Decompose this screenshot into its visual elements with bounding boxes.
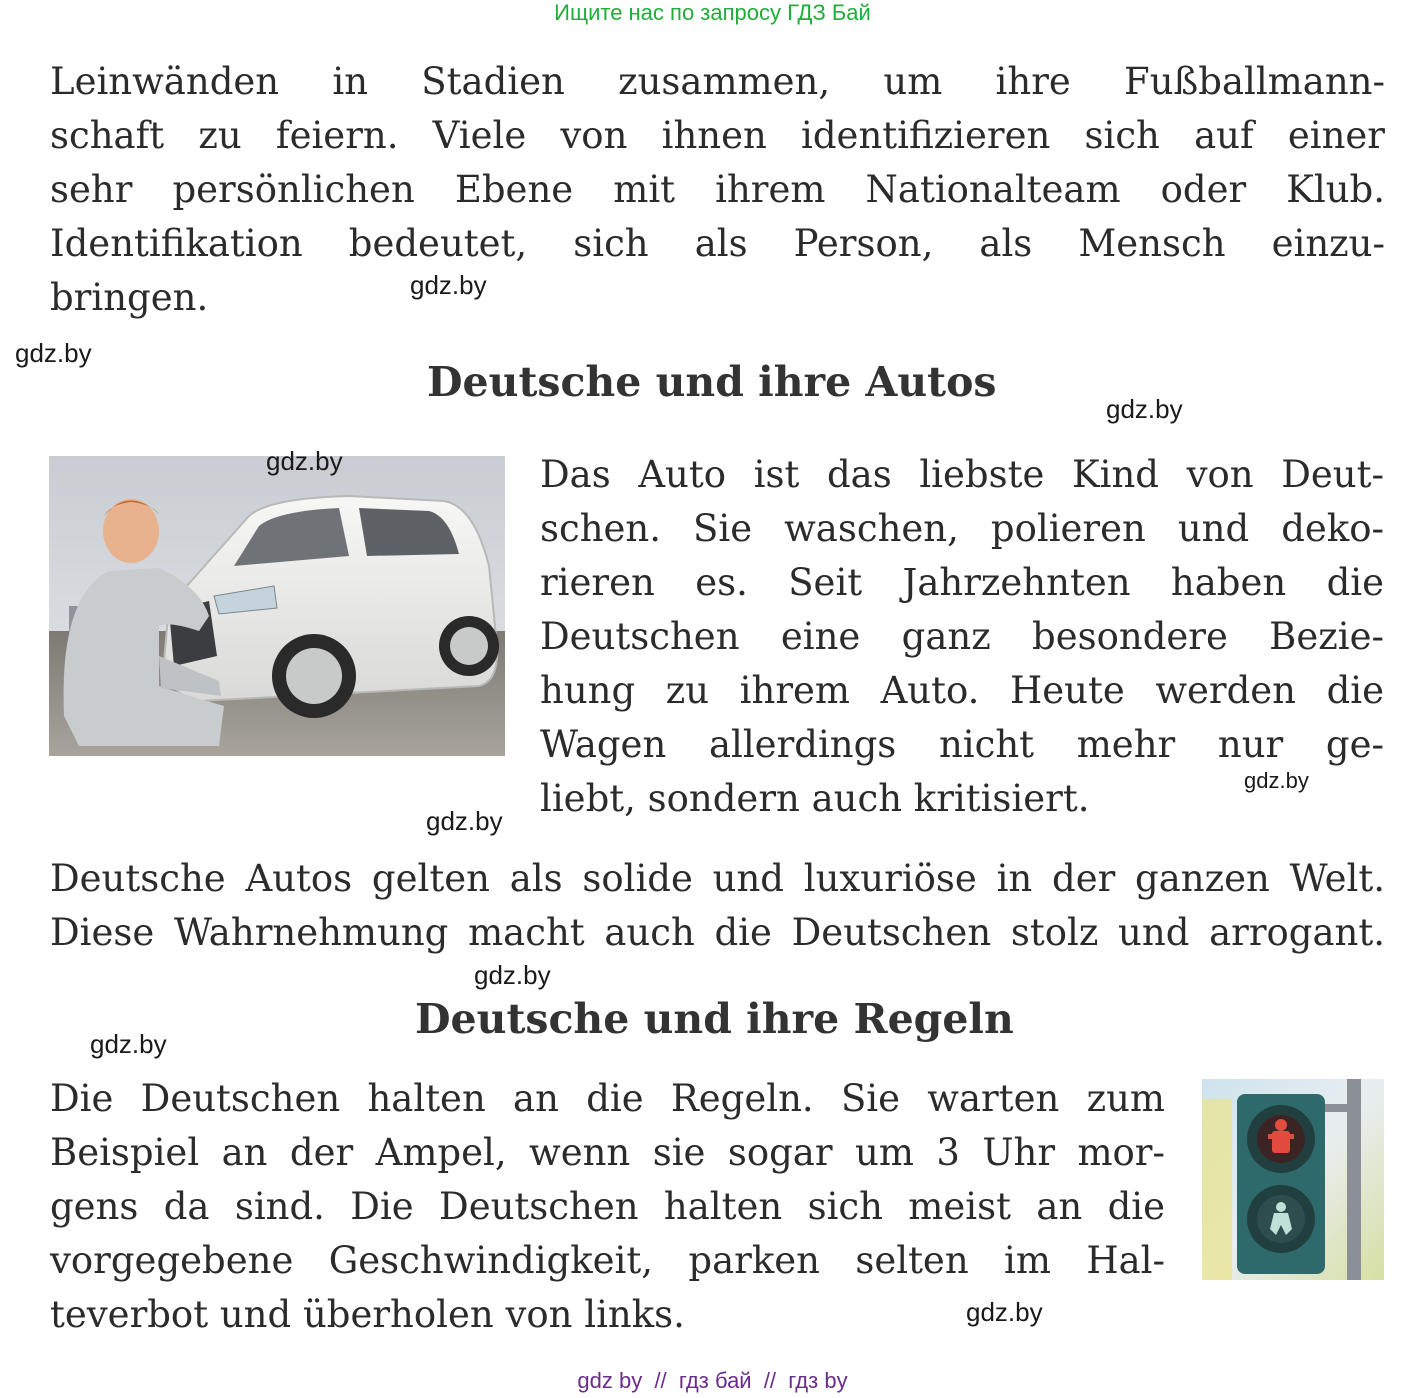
autos-side-line: schen. Sie waschen, polieren und deko- [540,507,1384,550]
regeln-line: gens da sind. Die Deutschen halten sich meist an die [50,1185,1165,1228]
autos-side-line: rieren es. Seit Jahrzehnten haben die [540,561,1384,604]
autos-full-line: Diese Wahrnehmung macht auch die Deutschen stolz und arrogant. [50,911,1385,954]
autos-side-line: Wagen allerdings nicht mehr nur ge- [540,723,1384,766]
autos-side-line: Deutschen eine ganz besondere Bezie- [540,615,1384,658]
regeln-line: Beispiel an der Ampel, wenn sie sogar um 3 Uhr mor- [50,1131,1165,1174]
watermark: gdz.by [15,338,92,368]
regeln-line: vorgegebene Geschwindigkeit, parken selten im Hal- [50,1239,1165,1282]
watermark: gdz.by [1244,768,1309,793]
autos-full-paragraph [50,852,1385,960]
watermark: gdz.by [474,960,551,990]
watermark: gdz.by [90,1029,167,1059]
autos-side-line: liebt, sondern auch kritisiert. [540,777,1090,820]
intro-line: Leinwänden in Stadien zusammen, um ihre Fußballmann- [50,60,1385,103]
intro-line: sehr persönlichen Ebene mit ihrem Nationalteam oder Klub. [50,168,1385,211]
pedestrian-light-illustration [1202,1079,1384,1280]
search-hint-banner: Ищите нас по запросу ГДЗ Бай [554,0,871,25]
autos-full-line: Deutsche Autos gelten als solide und luxuriöse in der ganzen Welt. [50,857,1385,900]
car-illustration [49,456,505,756]
intro-line: schaft zu feiern. Viele von ihnen identifizieren sich auf einer [50,114,1385,157]
traffic-light-photo [1202,1079,1384,1280]
watermark: gdz.by [966,1297,1043,1327]
watermark: gdz.by [426,806,503,836]
autos-side-line: hung zu ihrem Auto. Heute werden die [540,669,1384,712]
watermark: gdz.by [1106,394,1183,424]
regeln-line: teverbot und überholen von links. [50,1293,685,1336]
watermark: gdz.by [266,446,343,476]
intro-line: bringen. [50,276,209,319]
intro-paragraph [50,55,1385,325]
watermark: gdz.by [410,270,487,300]
regeln-heading: Deutsche und ihre Regeln [415,995,1014,1043]
car-photo [49,456,505,756]
regeln-line: Die Deutschen halten an die Regeln. Sie warten zum [50,1077,1165,1120]
autos-heading: Deutsche und ihre Autos [427,358,997,406]
footer-links: gdz by // гдз бай // гдз by [577,1368,848,1393]
intro-line: Identifikation bedeutet, sich als Person, als Mensch einzu- [50,222,1385,265]
autos-side-line: Das Auto ist das liebste Kind von Deut- [540,453,1384,496]
